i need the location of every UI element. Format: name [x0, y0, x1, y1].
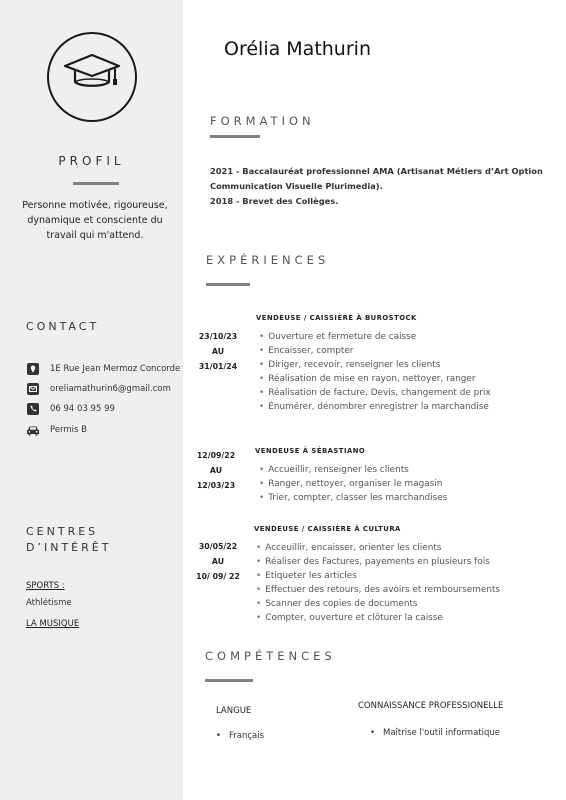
pro-label: CONNAISSANCE PROFESSIONELLE: [358, 701, 504, 711]
profil-heading: PROFIL: [58, 154, 125, 168]
formation-divider: [210, 135, 260, 138]
job-date-sep: AU: [211, 347, 225, 356]
profil-divider: [73, 182, 119, 185]
job-date-end: 12/03/23: [196, 481, 236, 490]
list-item: • Ranger, nettoyer, organiser le magasin: [259, 477, 447, 491]
contact-heading: CONTACT: [26, 320, 100, 333]
list-item: • Effectuer des retours, des avoirs et remboursements: [256, 583, 500, 597]
job-date-sep: AU: [211, 557, 225, 566]
formation-heading: FORMATION: [210, 114, 315, 128]
candidate-name: Orélia Mathurin: [224, 38, 371, 60]
contact-license-text: Permis B: [50, 425, 88, 435]
job-task-list: [259, 463, 447, 505]
list-item: • Énumérer, dénombrer enregistrer la marchandise: [259, 400, 491, 414]
contact-phone-text[interactable]: 06 94 03 95 99: [50, 404, 115, 414]
list-item: • Réalisation de facture, Devis, changement de prix: [259, 386, 491, 400]
langue-item: • Français: [216, 731, 264, 741]
competences-heading: COMPÉTENCES: [205, 649, 336, 663]
langue-label: LANGUE: [216, 706, 252, 716]
job-date-end: 31/01/24: [198, 362, 238, 371]
list-item: • Diriger, recevoir, renseigner les clients: [259, 358, 491, 372]
location-pin-icon: [26, 362, 40, 376]
car-icon: [26, 423, 40, 437]
interets-heading: [26, 524, 111, 556]
formation-line-2: 2018 - Brevet des Collèges.: [210, 196, 339, 206]
job-task-list: [256, 541, 500, 625]
job-date-end: 10/ 09/ 22: [196, 572, 240, 581]
contact-license: [26, 422, 87, 438]
list-item: • Etiqueter les articles: [256, 569, 500, 583]
contact-phone[interactable]: [26, 401, 115, 417]
job-title: VENDEUSE / CAISSIÈRE À CULTURA: [254, 525, 401, 533]
formation-line-1: 2021 - Baccalauréat professionnel AMA (Artisanat Métiers d’Art Option Communication Visuelle Plurimedia).: [210, 166, 543, 191]
pro-item: • Maîtrise l'outil informatique: [370, 728, 500, 738]
profil-text: Personne motivée, rigoureuse, dynamique et consciente du travail qui m'attend.: [22, 200, 168, 241]
list-item: • Scanner des copies de documents: [256, 597, 500, 611]
job-title: VENDEUSE À SÉBASTIANO: [255, 447, 366, 455]
job-task-list: [259, 330, 491, 414]
job-date-start: 30/05/22: [198, 542, 238, 551]
phone-icon: [26, 402, 40, 416]
list-item: • Accueillir, renseigner les clients: [259, 463, 447, 477]
interets-heading-line2: D’INTÉRÊT: [26, 541, 112, 554]
job-date-sep: AU: [209, 466, 223, 475]
list-item: • Encaisser, compter: [259, 344, 491, 358]
musique-label: LA MUSIQUE: [26, 619, 80, 629]
list-item: • Compter, ouverture et clôturer la caisse: [256, 611, 500, 625]
contact-address: [26, 361, 180, 377]
experiences-divider: [206, 283, 250, 286]
competences-divider: [205, 679, 253, 682]
contact-address-text: 1E Rue Jean Mermoz Concorde: [50, 364, 181, 374]
list-item: • Trier, compter, classer les marchandises: [259, 491, 447, 505]
logo-badge: [47, 32, 137, 122]
contact-email-text[interactable]: oreliamathurin6@gmail.com: [50, 384, 171, 394]
list-item: • Réaliser des Factures, payements en plusieurs fois: [256, 555, 500, 569]
experiences-heading: EXPÉRIENCES: [206, 253, 330, 267]
list-item: • Acceuillir, encaisser, orienter les clients: [256, 541, 500, 555]
interets-heading-line1: CENTRES: [26, 525, 99, 538]
job-date-start: 23/10/23: [198, 332, 238, 341]
job-date-start: 12/09/22: [196, 451, 236, 460]
job-title: VENDEUSE / CAISSIÈRE À BUROSTOCK: [256, 314, 417, 322]
graduation-cap-icon: [61, 52, 123, 92]
sports-value: Athlétisme: [26, 598, 72, 608]
contact-email[interactable]: [26, 381, 171, 397]
sports-label: SPORTS :: [26, 581, 65, 591]
list-item: • Ouverture et fermeture de caisse: [259, 330, 491, 344]
email-icon: [26, 382, 40, 396]
formation-list: [210, 164, 550, 209]
list-item: • Réalisation de mise en rayon, nettoyer, ranger: [259, 372, 491, 386]
